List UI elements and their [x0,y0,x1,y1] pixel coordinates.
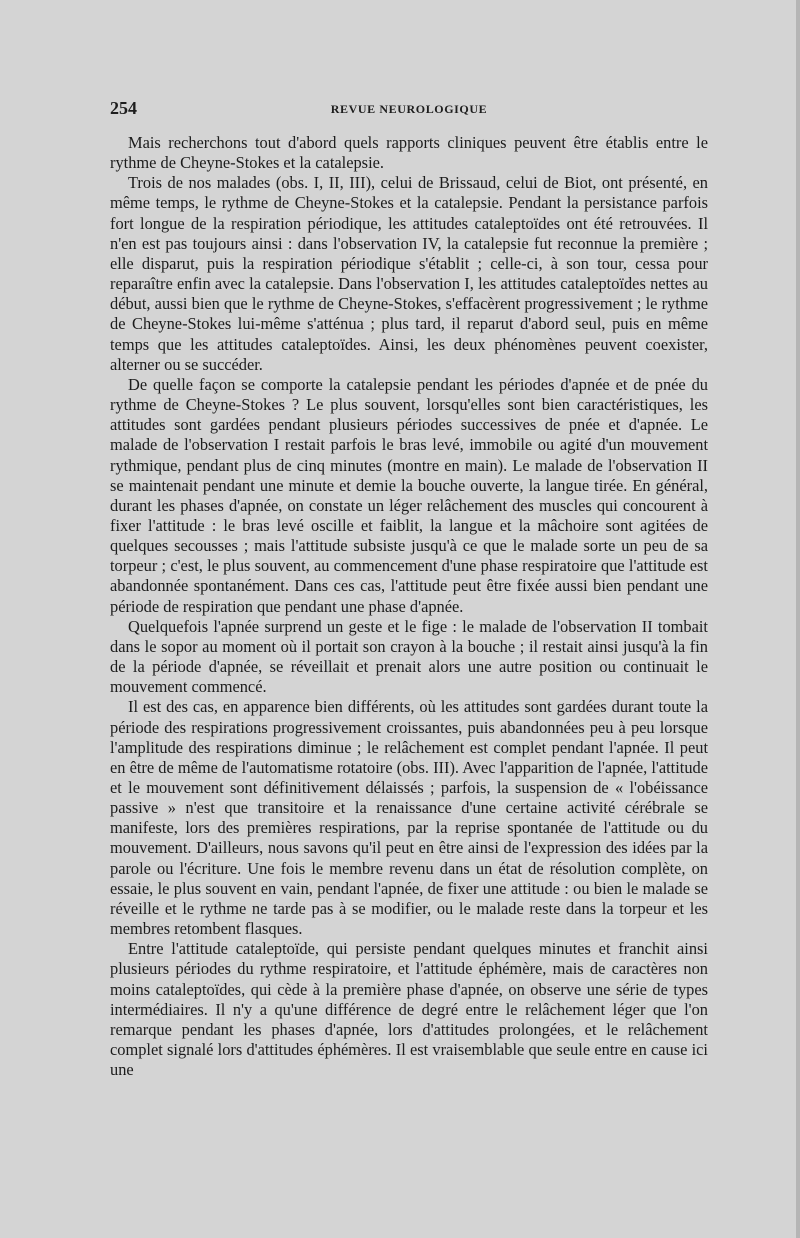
paragraph: Il est des cas, en apparence bien différents, où les attitudes sont gardées durant toute la période des respirations progressivement croissantes, puis abandonnées peu à peu lorsque l'amplitude des respirations diminue ; le relâchement est complet pendant l'apnée. Il peut en être de même de l'automatisme rotatoire (obs. III). Avec l'apparition de l'apnée, l'attitude et le mouvement sont définitivement délaissés ; parfois, la suspension de « l'obéissance passive » n'est que transitoire et la renaissance d'une certaine activité cérébrale se manifeste, lors des premières respirations, par la reprise spontanée de l'attitude ou du mouvement. D'ailleurs, nous savons qu'il peut en être ainsi de l'expression des idées par la parole ou l'écriture. Une fois le membre revenu dans un état de résolution complète, on essaie, le plus souvent en vain, pendant l'apnée, de fixer une attitude : ou bien le malade se réveille et le rythme ne tarde pas à se modifier, ou le malade reste dans la torpeur et les membres retombent flasques. [110,697,708,939]
paragraph: Mais recherchons tout d'abord quels rapports cliniques peuvent être établis entre le rythme de Cheyne-Stokes et la catalepsie. [110,133,708,173]
paragraph: Trois de nos malades (obs. I, II, III), celui de Brissaud, celui de Biot, ont présenté, en même temps, le rythme de Cheyne-Stokes et la catalepsie. Pendant la persistance parfois fort longue de la respiration périodique, les attitudes cataleptoïdes ont été retrouvées. Il n'en est pas toujours ainsi : dans l'observation IV, la catalepsie fut reconnue la première ; elle disparut, puis la respiration périodique s'établit ; celle-ci, à son tour, cessa pour reparaître enfin avec la catalepsie. Dans l'observation I, les attitudes cataleptoïdes nettes au début, aussi bien que le rythme de Cheyne-Stokes, s'effacèrent progressivement ; le rythme de Cheyne-Stokes lui-même s'atténua ; plus tard, il reparut d'abord seul, puis en même temps que les attitudes cataleptoïdes. Ainsi, les deux phénomènes peuvent coexister, alterner ou se succéder. [110,173,708,374]
journal-title: REVUE NEUROLOGIQUE [330,102,488,116]
paragraph: Quelquefois l'apnée surprend un geste et le fige : le malade de l'observation II tombait dans le sopor au moment où il portait son crayon à la bouche ; il restait ainsi jusqu'à la fin de la période d'apnée, se réveillait et prenait alors une autre position ou continuait le mouvement commencé. [110,616,708,697]
page-number: 254 [110,98,137,118]
running-head [110,98,708,122]
paragraph: Entre l'attitude cataleptoïde, qui persiste pendant quelques minutes et franchit ainsi plusieurs périodes du rythme respiratoire, et l'attitude éphémère, mais de caractères non moins cataleptoïdes, qui cède à la première phase d'apnée, on observe une série de types intermédiaires. Il n'y a qu'une différence de degré entre le relâchement léger que l'on remarque pendant les phases d'apnée, lors d'attitudes prolongées, et le relâchement complet signalé lors d'attitudes éphémères. Il est vraisemblable que seule entre en cause ici une [110,939,708,1080]
body-text [110,133,708,1080]
paragraph: De quelle façon se comporte la catalepsie pendant les périodes d'apnée et de pnée du rythme de Cheyne-Stokes ? Le plus souvent, lorsqu'elles sont bien caractéristiques, les attitudes sont gardées pendant plusieurs périodes successives de pnée et d'apnée. Le malade de l'observation I restait parfois le bras levé, immobile ou agité d'un mouvement rythmique, pendant plus de cinq minutes (montre en main). Le malade de l'observation II se maintenait pendant une minute et demie la bouche ouverte, la langue tirée. En général, durant les phases d'apnée, on constate un léger relâchement des muscles qui concourent à fixer l'attitude : le bras levé oscille et faiblit, la langue et la mâchoire sont agitées de quelques secousses ; mais l'attitude subsiste jusqu'à ce que le malade sorte un peu de sa torpeur ; c'est, le plus souvent, au commencement d'une phase respiratoire que l'attitude est abandonnée spontanément. Dans ces cas, l'attitude peut être fixée aussi bien pendant une période de respiration que pendant une phase d'apnée. [110,374,708,616]
